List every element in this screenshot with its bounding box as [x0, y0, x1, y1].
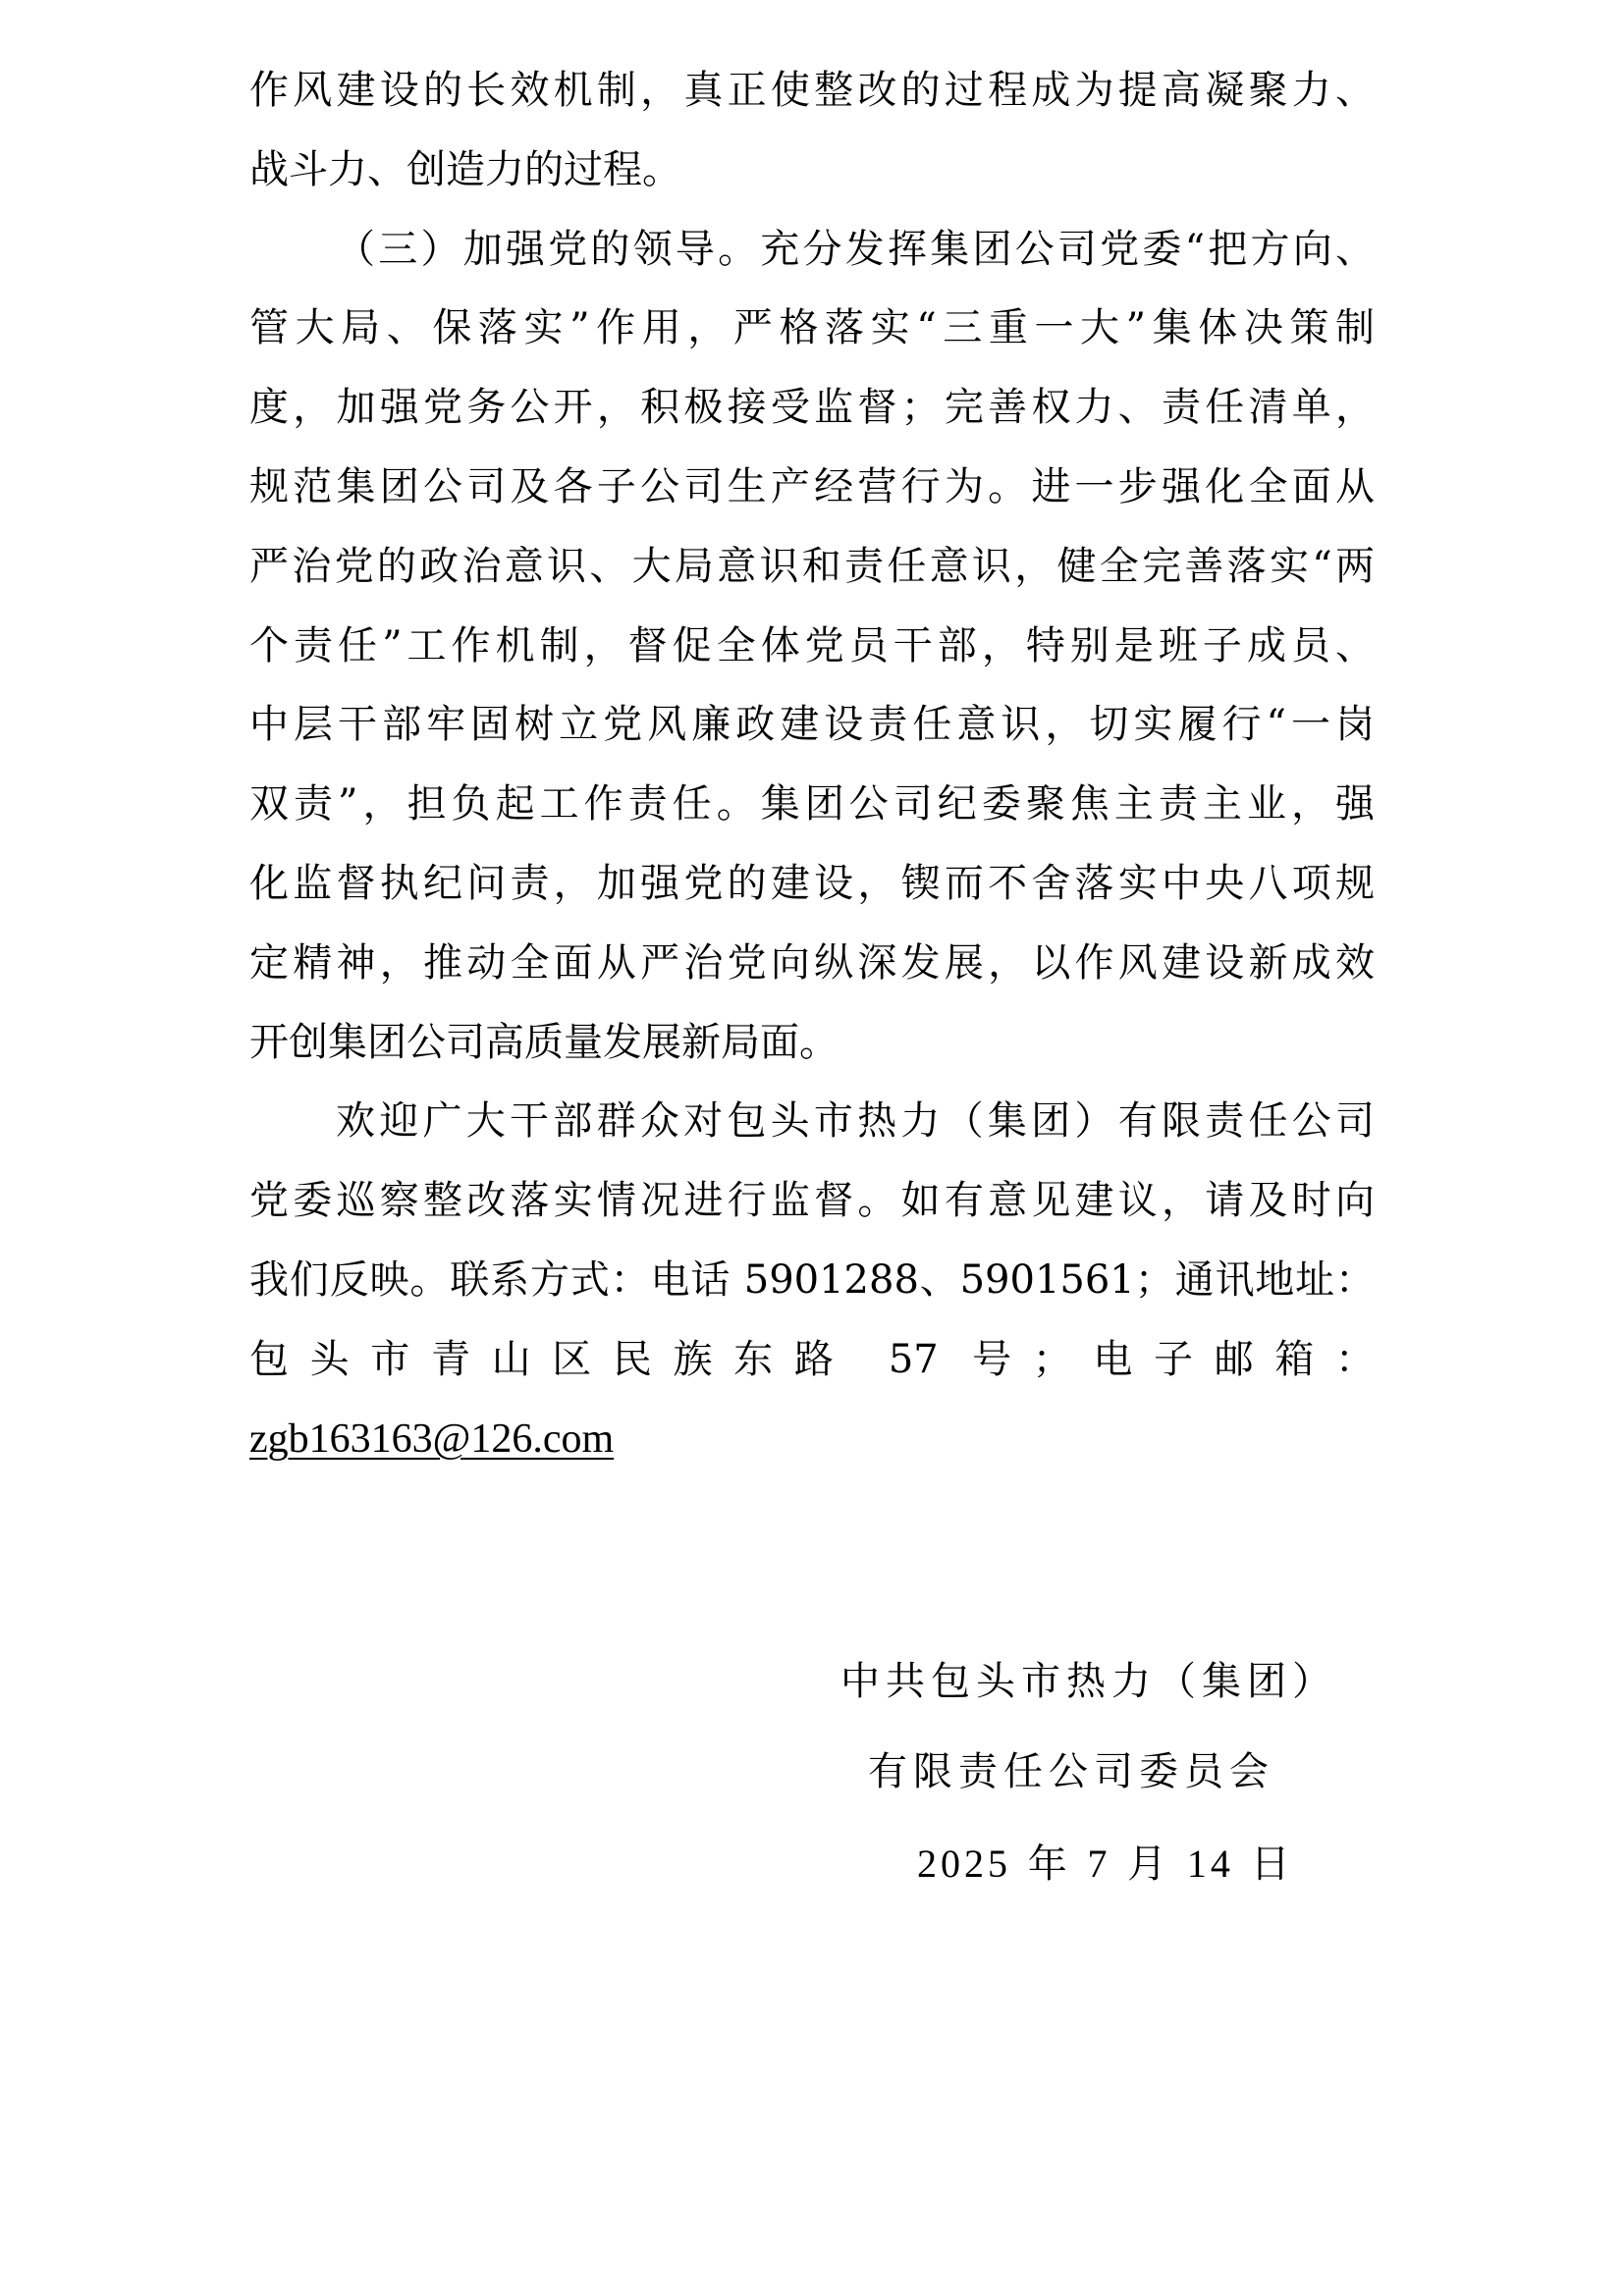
paragraph-contact [249, 1082, 1375, 1478]
paragraph-section-3 [249, 210, 1375, 1083]
document-body [249, 51, 1375, 1478]
date-month-unit: 月 [1127, 1842, 1171, 1887]
contact-address-line: 包头市青山区民族东路 57 号；电子邮箱： [249, 1336, 1375, 1382]
text-line: 开创集团公司高质量发展新局面。 [249, 1019, 839, 1065]
text-line: 管大局、保落实”作用，严格落实“三重一大”集体决策制 [249, 305, 1375, 351]
date-day-unit: 日 [1250, 1842, 1294, 1887]
text-line: 度，加强党务公开，积极接受监督；完善权力、责任清单， [249, 385, 1375, 431]
date-month: 7 [1087, 1842, 1111, 1886]
date-year-unit: 年 [1027, 1842, 1071, 1887]
text-line: 严治党的政治意识、大局意识和责任意识，健全完善落实“两 [249, 543, 1375, 589]
paragraph-continuation [249, 51, 1375, 210]
text-line: 个责任”工作机制，督促全体党员干部，特别是班子成员、 [249, 622, 1375, 668]
text-line: 欢迎广大干部群众对包头市热力（集团）有限责任公司 [336, 1098, 1375, 1145]
text-line: 规范集团公司及各子公司生产经营行为。进一步强化全面从 [249, 463, 1375, 509]
signature-date [917, 1842, 1294, 1887]
contact-email-line [249, 1400, 1375, 1479]
contact-phone-line: 我们反映。联系方式：电话 5901288、5901561；通讯地址： [249, 1256, 1375, 1303]
text-line: 化监督执纪问责，加强党的建设，锲而不舍落实中央八项规 [249, 860, 1375, 906]
email-link[interactable]: zgb163163@126.com [249, 1415, 615, 1462]
text-line: 党委巡察整改落实情况进行监督。如有意见建议，请及时向 [249, 1178, 1375, 1224]
signature-org-line-1: 中共包头市热力（集团） [840, 1659, 1337, 1704]
text-line: 中层干部牢固树立党风廉政建设责任意识，切实履行“一岗 [249, 702, 1375, 748]
section-heading-line: （三）加强党的领导。充分发挥集团公司党委“把方向、 [336, 226, 1375, 272]
text-line: 定精神，推动全面从严治党向纵深发展，以作风建设新成效 [249, 939, 1375, 986]
date-year: 2025 [917, 1842, 1011, 1886]
date-day: 14 [1186, 1842, 1234, 1886]
text-line: 双责”，担负起工作责任。集团公司纪委聚焦主责主业，强 [249, 781, 1375, 828]
signature-org-line-2: 有限责任公司委员会 [868, 1749, 1274, 1794]
text-line: 战斗力、创造力的过程。 [249, 146, 681, 192]
text-line: 作风建设的长效机制，真正使整改的过程成为提高凝聚力、 [249, 68, 1375, 113]
